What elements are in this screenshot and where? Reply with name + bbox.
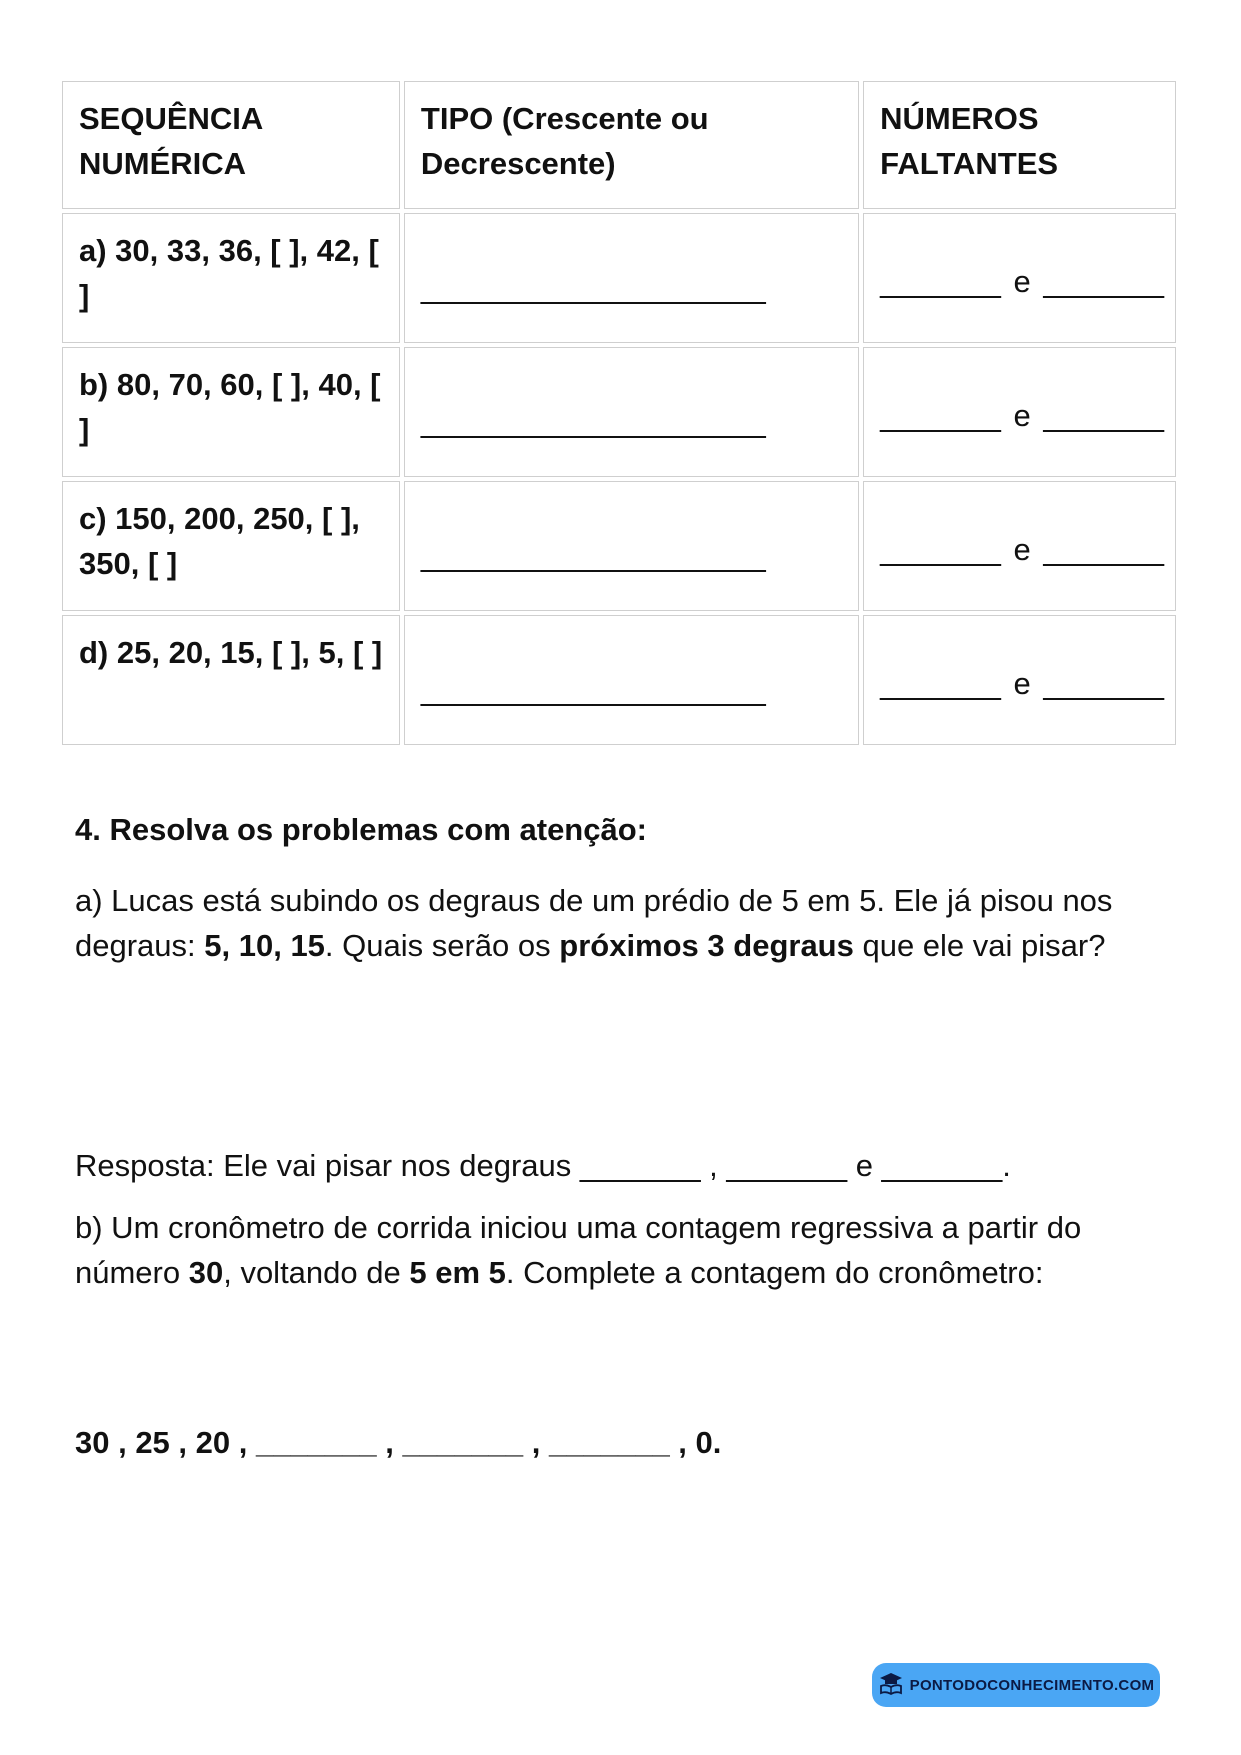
missing-answer-cell[interactable]	[863, 347, 1176, 477]
answer-line[interactable]: Resposta: Ele vai pisar nos degraus _______ , _______ e _______.	[75, 1148, 1011, 1183]
question-b-text-1: b) Um cronômetro de corrida iniciou uma contagem regressiva a partir do número	[75, 1210, 1082, 1290]
sequence-cell: d) 25, 20, 15, [ ], 5, [ ]	[62, 615, 400, 745]
missing-blank-left: _______	[880, 263, 1001, 299]
type-blank: ____________________	[420, 269, 766, 305]
section-heading: 4. Resolva os problemas com atenção:	[75, 812, 647, 847]
table-row	[62, 213, 1176, 343]
missing-blank-left: _______	[880, 531, 1001, 567]
header-sequence: SEQUÊNCIA NUMÉRICA	[62, 81, 400, 209]
type-blank: ____________________	[420, 671, 766, 707]
conjunction-e: e	[1013, 531, 1031, 567]
type-answer-cell[interactable]	[404, 213, 859, 343]
logo-text: PONTODOCONHECIMENTO.COM	[909, 1676, 1155, 1694]
missing-blank-right: _______	[1043, 665, 1165, 701]
type-blank: ____________________	[420, 403, 766, 439]
type-blank: ____________________	[420, 537, 766, 573]
missing-answer-cell[interactable]	[863, 615, 1176, 745]
site-logo[interactable]	[872, 1663, 1160, 1707]
conjunction-e: e	[1013, 397, 1031, 433]
missing-blank-left: _______	[880, 665, 1001, 701]
missing-blank-right: _______	[1043, 531, 1165, 567]
sequence-table	[58, 77, 1180, 749]
question-a-text-2: . Quais serão os	[324, 928, 560, 963]
conjunction-e: e	[1013, 665, 1031, 701]
question-a-text-3: que ele vai pisar?	[853, 928, 1106, 963]
missing-blank-right: _______	[1043, 263, 1165, 299]
question-b-bold-1: 30	[188, 1255, 224, 1290]
sequence-cell: c) 150, 200, 250, [ ], 350, [ ]	[62, 481, 400, 611]
question-a-text-1: a) Lucas está subindo os degraus de um prédio de 5 em 5. Ele já pisou nos degraus:	[75, 883, 1113, 963]
type-answer-cell[interactable]	[404, 481, 859, 611]
countdown-line[interactable]: 30 , 25 , 20 , _______ , _______ , _______ , 0.	[75, 1425, 722, 1460]
missing-blank-left: _______	[880, 397, 1001, 433]
sequence-cell: a) 30, 33, 36, [ ], 42, [ ]	[62, 213, 400, 343]
missing-blank-right: _______	[1043, 397, 1165, 433]
type-answer-cell[interactable]	[404, 615, 859, 745]
question-a	[75, 878, 1165, 968]
table-row	[62, 481, 1176, 611]
missing-answer-cell[interactable]	[863, 481, 1176, 611]
question-b-text-2: , voltando de	[223, 1255, 410, 1290]
table-header-row	[62, 81, 1176, 209]
table-row	[62, 347, 1176, 477]
question-b	[75, 1205, 1165, 1295]
graduation-cap-book-icon	[878, 1670, 904, 1700]
header-missing: NÚMEROS FALTANTES	[863, 81, 1176, 209]
question-a-bold-1: 5, 10, 15	[204, 928, 325, 963]
question-b-bold-2: 5 em 5	[409, 1255, 506, 1290]
type-answer-cell[interactable]	[404, 347, 859, 477]
header-type: TIPO (Crescente ou Decrescente)	[404, 81, 859, 209]
question-a-bold-2: próximos 3 degraus	[559, 928, 854, 963]
missing-answer-cell[interactable]	[863, 213, 1176, 343]
conjunction-e: e	[1013, 263, 1031, 299]
question-b-text-3: . Complete a contagem do cronômetro:	[505, 1255, 1044, 1290]
table-row	[62, 615, 1176, 745]
sequence-cell: b) 80, 70, 60, [ ], 40, [ ]	[62, 347, 400, 477]
